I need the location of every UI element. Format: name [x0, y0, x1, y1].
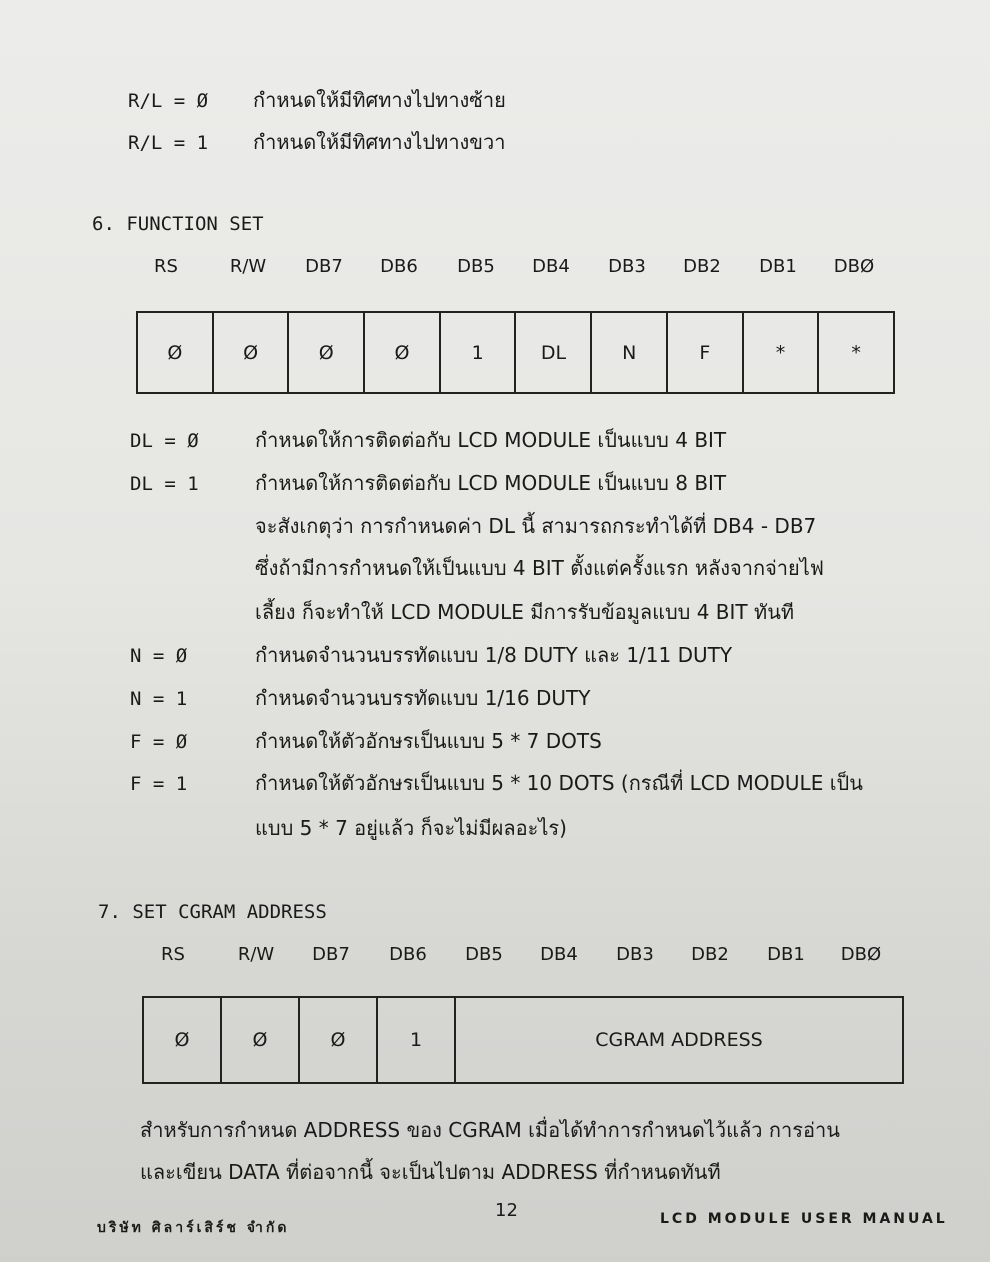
bit-header: DB1 — [767, 944, 805, 965]
rl-key: R/L = 1 — [128, 132, 209, 154]
desc-text: กำหนดให้การติดต่อกับ LCD MODULE เป็นแบบ 8 BIT — [255, 471, 727, 495]
bit-cell: F — [667, 312, 743, 393]
desc-line — [130, 682, 590, 714]
bit-cell: 1 — [440, 312, 516, 393]
bit-cell: Ø — [213, 312, 289, 393]
desc-text: ซึ่งถ้ามีการกำหนดให้เป็นแบบ 4 BIT ตั้งแต่ครั้งแรก หลังจากจ่ายไฟ — [255, 556, 824, 580]
section7-paragraph-1: สำหรับการกำหนด ADDRESS ของ CGRAM เมื่อได้ทำการกำหนดไว้แล้ว การอ่าน — [140, 1118, 840, 1142]
bit-cell: Ø — [143, 997, 221, 1083]
desc-text: จะสังเกตุว่า การกำหนดค่า DL นี้ สามารถกระทำได้ที่ DB4 - DB7 — [255, 514, 817, 538]
bit-cell: Ø — [288, 312, 364, 393]
desc-key: N = 1 — [130, 688, 188, 710]
bit-header: DB7 — [305, 256, 343, 277]
rl-line-0 — [128, 84, 506, 116]
bit-cell: Ø — [299, 997, 377, 1083]
desc-line — [130, 812, 567, 844]
page-number: 12 — [495, 1200, 518, 1221]
desc-text: กำหนดให้การติดต่อกับ LCD MODULE เป็นแบบ 4 BIT — [255, 428, 727, 452]
bit-header: DBØ — [840, 944, 882, 965]
rl-key: R/L = Ø — [128, 90, 209, 112]
desc-text: แบบ 5 * 7 อยู่แล้ว ก็จะไม่มีผลอะไร) — [255, 816, 567, 840]
desc-line — [130, 725, 602, 757]
bit-header: DB6 — [380, 256, 418, 277]
bit-header: R/W — [229, 256, 267, 277]
bit-header: DB5 — [457, 256, 495, 277]
bit-header: RS — [161, 944, 185, 965]
bit-header: DB5 — [465, 944, 503, 965]
bit-header: DB7 — [312, 944, 350, 965]
desc-line — [130, 767, 863, 799]
bit-cell: Ø — [221, 997, 299, 1083]
bit-cell: * — [818, 312, 894, 393]
bit-cell: * — [743, 312, 819, 393]
footer-manual-title: LCD MODULE USER MANUAL — [660, 1211, 948, 1227]
desc-key: DL = Ø — [130, 430, 199, 452]
bit-cell: Ø — [364, 312, 440, 393]
rl-text: กำหนดให้มีทิศทางไปทางซ้าย — [253, 88, 506, 112]
cgram-address-register — [142, 996, 904, 1084]
desc-key: N = Ø — [130, 645, 188, 667]
bit-header: RS — [154, 256, 178, 277]
desc-line — [130, 552, 824, 584]
bit-cell: 1 — [377, 997, 455, 1083]
desc-line — [130, 596, 794, 628]
section6-title: 6. FUNCTION SET — [92, 213, 264, 235]
bit-header: DB3 — [608, 256, 646, 277]
function-set-register — [136, 311, 895, 394]
bit-cell: Ø — [137, 312, 213, 393]
bit-header: DBØ — [833, 256, 875, 277]
rl-text: กำหนดให้มีทิศทางไปทางขวา — [253, 130, 506, 154]
desc-line — [130, 424, 726, 456]
desc-key: DL = 1 — [130, 473, 199, 495]
desc-key: F = 1 — [130, 773, 188, 795]
bit-header: DB2 — [691, 944, 729, 965]
section7-paragraph-2: และเขียน DATA ที่ต่อจากนี้ จะเป็นไปตาม ADDRESS ที่กำหนดทันที — [140, 1160, 721, 1184]
desc-text: กำหนดจำนวนบรรทัดแบบ 1/8 DUTY และ 1/11 DUTY — [255, 643, 733, 667]
desc-text: กำหนดให้ตัวอักษรเป็นแบบ 5 * 7 DOTS — [255, 729, 602, 753]
desc-text: กำหนดให้ตัวอักษรเป็นแบบ 5 * 10 DOTS (กรณีที่ LCD MODULE เป็น — [255, 771, 863, 795]
desc-line — [130, 467, 726, 499]
bit-header: DB2 — [683, 256, 721, 277]
footer-company: บริษัท ศิลาร์เสิร์ช จำกัด — [97, 1220, 290, 1236]
desc-text: เลี้ยง ก็จะทำให้ LCD MODULE มีการรับข้อมูลแบบ 4 BIT ทันที — [255, 600, 795, 624]
bit-header: DB6 — [389, 944, 427, 965]
desc-key: F = Ø — [130, 731, 188, 753]
bit-header: DB1 — [759, 256, 797, 277]
bit-cell: DL — [515, 312, 591, 393]
bit-cell: N — [591, 312, 667, 393]
cgram-address-cell: CGRAM ADDRESS — [455, 997, 903, 1083]
desc-text: กำหนดจำนวนบรรทัดแบบ 1/16 DUTY — [255, 686, 591, 710]
bit-header: DB4 — [532, 256, 570, 277]
section7-title: 7. SET CGRAM ADDRESS — [98, 901, 327, 923]
bit-header: DB3 — [616, 944, 654, 965]
rl-line-1 — [128, 126, 505, 158]
bit-header: R/W — [237, 944, 275, 965]
desc-line — [130, 639, 732, 671]
bit-header: DB4 — [540, 944, 578, 965]
desc-line — [130, 510, 816, 542]
